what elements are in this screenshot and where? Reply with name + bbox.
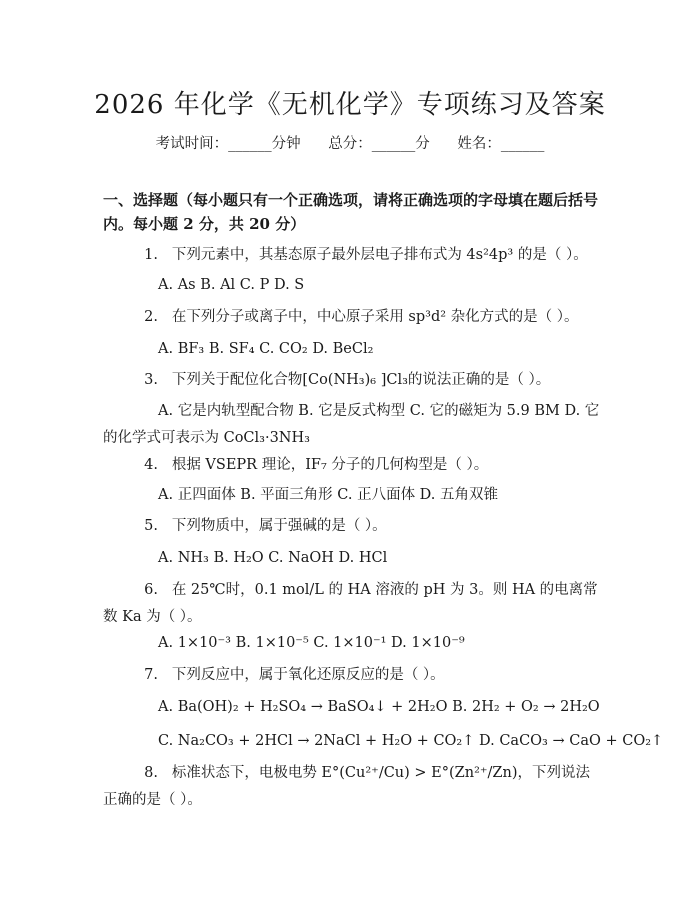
question-text: 在下列分子或离子中，中心原子采用 sp³d² 杂化方式的是（ ）。 (171, 309, 579, 325)
question-5 (103, 513, 593, 540)
question-1 (103, 242, 593, 269)
question-number: 1. (144, 247, 158, 263)
question-text: 标准状态下，电极电势 E°(Cu²⁺/Cu) > E°(Zn²⁺/Zn)，下列说法正确的是（ ）。 (103, 765, 590, 808)
question-number: 7. (144, 667, 158, 683)
exam-info-line: 考试时间：______分钟 总分：______分 姓名：______ (155, 136, 545, 152)
question-4 (103, 452, 593, 479)
question-number: 2. (144, 309, 158, 325)
question-7-options-continued: C. Na₂CO₃ + 2HCl → 2NaCl + H₂O + CO₂↑ D. CaCO₃ → CaO + CO₂↑ (158, 733, 664, 749)
question-text: 下列反应中，属于氧化还原反应的是（ ）。 (171, 667, 445, 683)
question-number: 3. (144, 372, 158, 388)
document-title: 2026 年化学《无机化学》专项练习及答案 (94, 90, 606, 120)
question-2 (103, 304, 593, 331)
question-6-options: A. 1×10⁻³ B. 1×10⁻⁵ C. 1×10⁻¹ D. 1×10⁻⁹ (158, 635, 465, 651)
question-number: 8. (144, 765, 158, 781)
question-6 (103, 577, 601, 631)
question-text: 下列元素中，其基态原子最外层电子排布式为 4s²4p³ 的是（ ）。 (171, 247, 588, 263)
question-5-options: A. NH₃ B. H₂O C. NaOH D. HCl (158, 550, 388, 566)
question-4-options: A. 正四面体 B. 平面三角形 C. 正八面体 D. 五角双锥 (158, 487, 499, 503)
question-number: 6. (144, 582, 158, 598)
question-7-options: A. Ba(OH)₂ + H₂SO₄ → BaSO₄↓ + 2H₂O B. 2H₂ + O₂ → 2H₂O (158, 699, 600, 715)
question-text: 根据 VSEPR 理论，IF₇ 分子的几何构型是（ ）。 (171, 457, 489, 473)
question-1-options: A. As B. Al C. P D. S (158, 277, 305, 293)
question-8 (103, 760, 601, 814)
question-2-options: A. BF₃ B. SF₄ C. CO₂ D. BeCl₂ (158, 341, 374, 357)
question-7 (103, 662, 593, 689)
section-heading: 一、选择题（每小题只有一个正确选项，请将正确选项的字母填在题后括号内。每小题 2 分，共 20 分） (103, 191, 599, 233)
question-3-options: A. 它是内轨型配合物 B. 它是反式构型 C. 它的磁矩为 5.9 BM D. 它的化学式可表示为 CoCl₃·3NH₃ (103, 403, 600, 446)
question-3 (103, 367, 593, 394)
question-number: 5. (144, 518, 158, 534)
question-text: 下列物质中，属于强碱的是（ ）。 (171, 518, 387, 534)
question-text: 下列关于配位化合物[Co(NH₃)₆ ]Cl₃的说法正确的是（ ）。 (171, 372, 551, 388)
question-text: 在 25℃时，0.1 mol/L 的 HA 溶液的 pH 为 3。则 HA 的电离常数 Ka 为（ ）。 (103, 582, 598, 625)
question-number: 4. (144, 457, 158, 473)
